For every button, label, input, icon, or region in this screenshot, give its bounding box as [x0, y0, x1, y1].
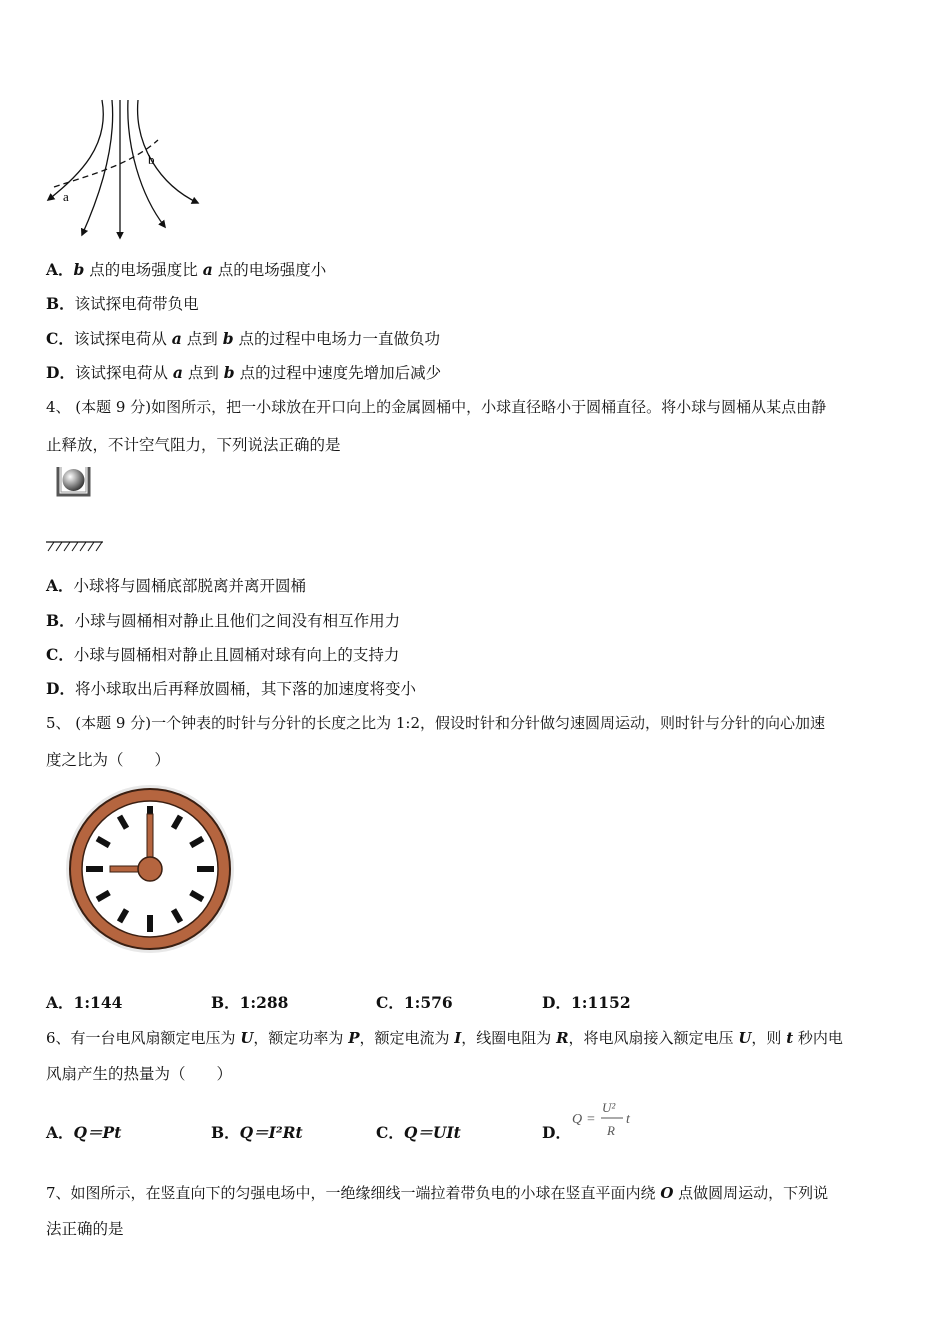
point-a-label: a	[63, 189, 69, 204]
q6-option-d[interactable]: D．	[542, 1123, 571, 1142]
svg-text:R: R	[607, 1123, 615, 1138]
q4-option-d[interactable]: D．将小球取出后再释放圆桶，其下落的加速度将变小	[46, 679, 416, 698]
q3-option-b[interactable]: B．该试探电荷带负电	[46, 294, 199, 313]
svg-text:=: =	[587, 1112, 595, 1127]
q6-option-a[interactable]: A．Q＝Pt	[46, 1123, 122, 1142]
q3-option-a[interactable]: A．b 点的电场强度比 a 点的电场强度小	[46, 260, 327, 279]
q6-stem-line1: 6、有一台电风扇额定电压为 U，额定功率为 P，额定电流为 I，线圈电阻为 R，将电风扇接入额定电压 U，则 t 秒内电	[46, 1029, 843, 1047]
q5-option-a[interactable]: A．1:144	[46, 993, 123, 1012]
q5-option-d[interactable]: D．1:1152	[542, 993, 631, 1012]
q6-stem-line2: 风扇产生的热量为（ ）	[46, 1065, 233, 1083]
q4-stem-line2: 止释放，不计空气阻力，下列说法正确的是	[46, 436, 341, 454]
q4-stem-line1: 4、 (本题 9 分)如图所示，把一小球放在开口向上的金属圆桶中，小球直径略小于圆桶直径。将小球与圆桶从某点由静	[46, 398, 827, 416]
q6-option-c[interactable]: C．Q＝UIt	[376, 1123, 461, 1142]
ball-in-bucket-figure	[44, 463, 106, 558]
q3-option-d[interactable]: D．该试探电荷从 a 点到 b 点的过程中速度先增加后减少	[46, 363, 442, 382]
q6-option-b[interactable]: B．Q＝I²Rt	[211, 1123, 303, 1142]
svg-text:t: t	[626, 1112, 630, 1127]
point-b-label: b	[148, 152, 155, 167]
q7-stem-line2: 法正确的是	[46, 1220, 124, 1238]
electric-field-figure	[40, 95, 210, 245]
clock-figure	[58, 780, 242, 960]
q4-option-b[interactable]: B．小球与圆桶相对静止且他们之间没有相互作用力	[46, 611, 401, 630]
q7-stem-line1: 7、如图所示，在竖直向下的匀强电场中，一绝缘细线一端拉着带负电的小球在竖直平面内绕 O 点做圆周运动，下列说	[46, 1184, 829, 1202]
q5-stem-line2: 度之比为（ ）	[46, 751, 171, 769]
svg-text:Q: Q	[572, 1112, 583, 1127]
q3-option-c[interactable]: C．该试探电荷从 a 点到 b 点的过程中电场力一直做负功	[46, 329, 440, 348]
q4-option-c[interactable]: C．小球与圆桶相对静止且圆桶对球有向上的支持力	[46, 645, 400, 664]
q5-option-b[interactable]: B．1:288	[211, 993, 289, 1012]
q5-option-c[interactable]: C．1:576	[376, 993, 453, 1012]
svg-text:U²: U²	[602, 1100, 616, 1115]
q6-option-d-formula	[570, 1097, 640, 1143]
q5-stem-line1: 5、 (本题 9 分)一个钟表的时针与分针的长度之比为 1:2，假设时针和分针做匀速圆周运动，则时针与分针的向心加速	[46, 714, 826, 732]
q4-option-a[interactable]: A．小球将与圆桶底部脱离并离开圆桶	[46, 576, 307, 595]
